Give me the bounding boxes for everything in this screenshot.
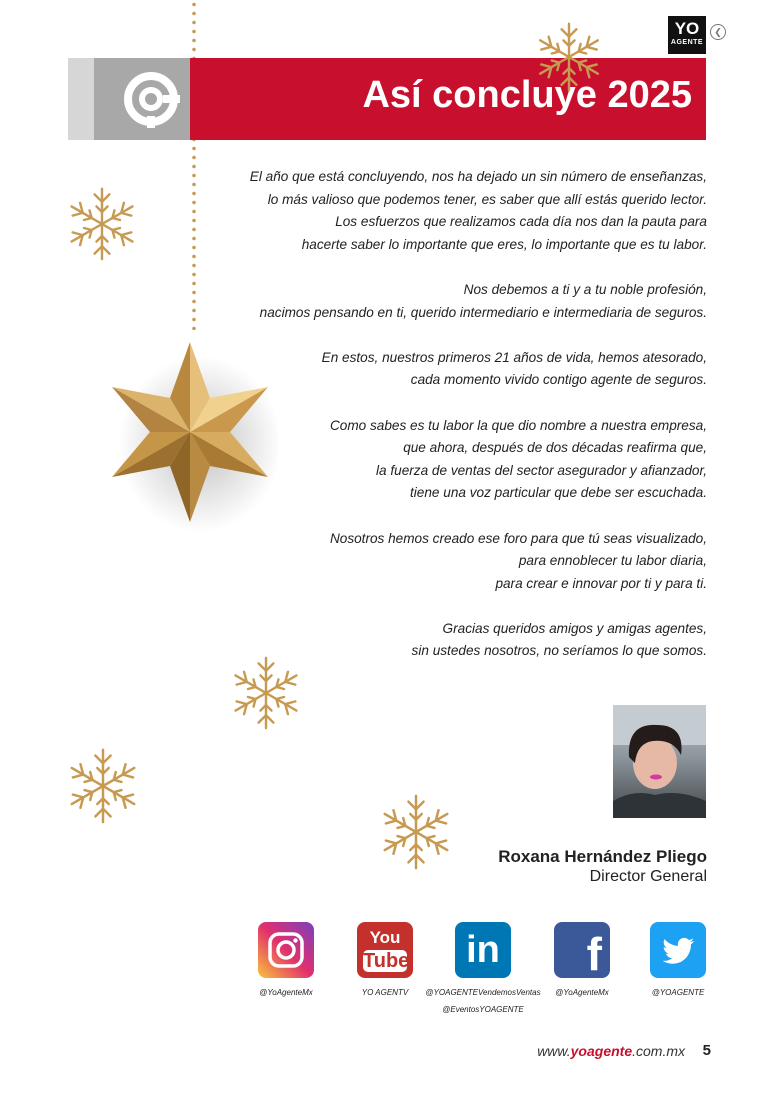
letter-line: Los esfuerzos que realizamos cada día nos dan la pauta para: [335, 214, 707, 230]
letter-line: Gracias queridos amigos y amigas agentes,: [442, 620, 707, 636]
footer-url-prefix: www.: [537, 1043, 571, 1059]
letter-paragraph: [187, 347, 707, 392]
letter-paragraph: [187, 618, 707, 663]
page-title: Así concluye 2025: [362, 74, 692, 116]
letter-line: nacimos pensando en ti, querido intermediario e intermediaria de seguros.: [259, 304, 707, 320]
chevron-left-icon[interactable]: ❮: [710, 24, 726, 40]
letter-line: hacerte saber lo importante que eres, lo importante que es tu labor.: [301, 236, 707, 252]
snowflake-icon: [65, 183, 139, 265]
letter-line: sin ustedes nosotros, no seríamos lo que somos.: [411, 643, 707, 659]
linkedin-icon[interactable]: [455, 922, 511, 978]
author-role: Director General: [589, 868, 707, 885]
letter-body: [187, 166, 707, 686]
letter-line: tiene una voz particular que debe ser escuchada.: [410, 485, 707, 501]
facebook-label[interactable]: @YoAgenteMx: [555, 988, 609, 997]
badge-yo: YO: [674, 19, 700, 38]
facebook-logo: f: [586, 928, 602, 978]
youtube-logo-bottom: Tube: [363, 950, 410, 972]
letter-line: Nos debemos a ti y a tu noble profesión,: [463, 281, 707, 297]
letter-line: En estos, nuestros primeros 21 años de vida, hemos atesorado,: [321, 349, 707, 365]
youtube-logo-top: You: [369, 928, 401, 947]
linkedin-label-secondary[interactable]: @EventosYOAGENTE: [442, 1005, 524, 1014]
letter-line: para ennoblecer tu labor diaria,: [518, 553, 707, 569]
letter-line: Nosotros hemos creado ese foro para que tú seas visualizado,: [329, 530, 707, 546]
letter-paragraph: [187, 279, 707, 324]
letter-line: lo más valioso que podemos tener, es saber que allí estás querido lector.: [267, 191, 707, 207]
letter-line: para crear e innovar por ti y para ti.: [495, 575, 707, 591]
letter-line: Como sabes es tu labor la que dio nombre a nuestra empresa,: [329, 417, 707, 433]
snowflake-icon: [532, 20, 606, 94]
page-number: 5: [702, 1042, 711, 1059]
twitter-icon[interactable]: [650, 922, 706, 978]
twitter-label[interactable]: @YOAGENTE: [651, 988, 705, 997]
snowflake-icon: [65, 744, 141, 828]
letter-paragraph: [187, 415, 707, 505]
author-portrait-icon: [613, 705, 706, 818]
youtube-label[interactable]: YO AGENTV: [361, 988, 409, 997]
youtube-icon[interactable]: [357, 922, 413, 978]
letter-paragraph: [187, 166, 707, 256]
instagram-glyph-icon: [258, 922, 314, 978]
letter-paragraph: [187, 528, 707, 596]
author-name: Roxana Hernández Pliego: [498, 847, 707, 866]
twitter-bird-icon: [650, 922, 706, 978]
instagram-icon[interactable]: [258, 922, 314, 978]
footer-url[interactable]: [537, 1043, 685, 1059]
letter-line: El año que está concluyendo, nos ha dejado un sin número de enseñanzas,: [249, 169, 707, 184]
yoagente-badge[interactable]: [668, 16, 706, 54]
letter-line: que ahora, después de dos décadas reafirma que,: [403, 440, 707, 456]
instagram-label[interactable]: @YoAgenteMx: [259, 988, 313, 997]
snowflake-icon: [378, 790, 454, 874]
badge-agente: AGENTE: [670, 39, 704, 46]
linkedin-logo: in: [466, 929, 500, 971]
author-photo: [613, 705, 706, 818]
header-red-bar: [190, 58, 706, 140]
letter-line: la fuerza de ventas del sector asegurador y afianzador,: [376, 462, 707, 478]
footer-url-suffix: .com.mx: [632, 1043, 685, 1059]
yoagente-logo-icon: [122, 70, 180, 128]
linkedin-label[interactable]: @YOAGENTEVendemosVentas: [425, 988, 541, 997]
letter-line: cada momento vivido contigo agente de seguros.: [410, 372, 707, 388]
footer-url-brand: yoagente: [570, 1043, 633, 1059]
header-gray-stripe: [68, 58, 94, 140]
facebook-icon[interactable]: [554, 922, 610, 978]
